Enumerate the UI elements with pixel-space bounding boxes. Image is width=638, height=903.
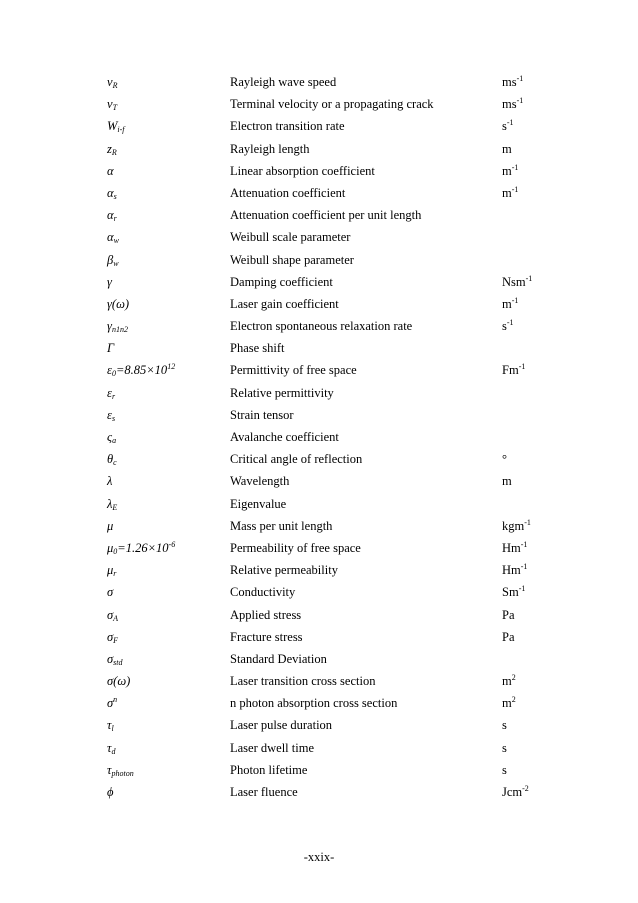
symbol-base: λ bbox=[107, 474, 113, 489]
unit bbox=[502, 673, 516, 689]
symbol-value: =8.85×10 bbox=[115, 363, 168, 378]
description: Attenuation coefficient bbox=[230, 185, 346, 200]
symbol bbox=[107, 296, 129, 312]
nomenclature-row bbox=[107, 584, 547, 606]
unit-base: s bbox=[502, 119, 507, 134]
unit bbox=[502, 629, 515, 645]
unit-superscript: -1 bbox=[520, 562, 528, 572]
symbol bbox=[107, 141, 117, 157]
nomenclature-row bbox=[107, 762, 547, 784]
symbol-base: β bbox=[107, 252, 114, 267]
symbol-base: σ bbox=[107, 629, 114, 644]
symbol bbox=[107, 185, 117, 201]
description: Laser fluence bbox=[230, 785, 298, 799]
unit-base: ms bbox=[502, 75, 517, 89]
description: Wavelength bbox=[230, 474, 290, 489]
symbol bbox=[107, 540, 175, 556]
unit-superscript: -1 bbox=[511, 295, 519, 305]
symbol-base: σ bbox=[107, 607, 114, 622]
symbol bbox=[107, 717, 114, 733]
symbol-base: τ bbox=[107, 740, 112, 755]
symbol-base: ϕ bbox=[107, 785, 114, 799]
symbol bbox=[107, 229, 119, 245]
symbol bbox=[107, 518, 113, 534]
symbol-subscript: 0 bbox=[113, 546, 118, 556]
unit bbox=[502, 695, 516, 711]
symbol-subscript: l bbox=[111, 724, 114, 734]
unit bbox=[502, 540, 527, 556]
symbol bbox=[107, 473, 112, 489]
symbol bbox=[107, 562, 116, 578]
description: Linear absorption coefficient bbox=[230, 163, 375, 178]
symbol-subscript: w bbox=[113, 236, 119, 246]
description: Standard Deviation bbox=[230, 651, 327, 666]
symbol-subscript: 0 bbox=[111, 369, 116, 379]
symbol-base: γ bbox=[107, 319, 112, 334]
symbol-base: σ bbox=[107, 696, 114, 711]
symbol-base: σ bbox=[107, 585, 114, 600]
unit-base: Hm bbox=[502, 563, 521, 578]
symbol-subscript: A bbox=[113, 613, 119, 623]
symbol bbox=[107, 673, 130, 689]
unit-base: s bbox=[502, 718, 507, 733]
description: Weibull scale parameter bbox=[230, 230, 351, 245]
description: Relative permeability bbox=[230, 563, 338, 578]
symbol bbox=[107, 96, 117, 112]
nomenclature-row bbox=[107, 651, 547, 673]
description: Laser pulse duration bbox=[230, 718, 333, 733]
unit bbox=[502, 717, 507, 733]
unit bbox=[502, 562, 527, 578]
page-number: -xxix- bbox=[303, 850, 335, 864]
description: Applied stress bbox=[230, 607, 302, 622]
nomenclature-row bbox=[107, 74, 547, 96]
nomenclature-row bbox=[107, 695, 547, 717]
nomenclature-row bbox=[107, 673, 547, 695]
unit bbox=[502, 607, 515, 623]
unit-superscript: 2 bbox=[511, 673, 516, 683]
unit-base: Sm bbox=[502, 585, 519, 600]
symbol bbox=[107, 451, 117, 467]
symbol-base: v bbox=[107, 75, 113, 89]
unit bbox=[502, 518, 531, 534]
unit bbox=[502, 141, 512, 157]
description: Permeability of free space bbox=[230, 540, 361, 555]
symbol bbox=[107, 252, 119, 268]
unit-base: s bbox=[502, 762, 507, 777]
nomenclature-row bbox=[107, 717, 547, 739]
nomenclature-row bbox=[107, 451, 547, 473]
unit bbox=[502, 74, 523, 90]
unit-base: m bbox=[502, 674, 512, 689]
description: Mass per unit length bbox=[230, 518, 333, 533]
unit-superscript: -1 bbox=[518, 584, 526, 594]
nomenclature-row bbox=[107, 362, 547, 384]
description: Rayleigh length bbox=[230, 141, 310, 156]
symbol-base: ε bbox=[107, 407, 112, 422]
symbol-subscript: F bbox=[113, 635, 119, 645]
unit-base: ms bbox=[502, 97, 517, 112]
description: Relative permittivity bbox=[230, 385, 334, 400]
symbol-base: ς bbox=[107, 430, 113, 444]
unit-base: Jcm bbox=[502, 785, 523, 799]
description: Strain tensor bbox=[230, 407, 294, 422]
unit bbox=[502, 451, 507, 467]
unit-base: m bbox=[502, 163, 512, 178]
symbol-subscript: r bbox=[113, 569, 117, 579]
nomenclature-row bbox=[107, 784, 547, 806]
symbol-subscript: a bbox=[112, 436, 117, 445]
unit-base: kgm bbox=[502, 518, 525, 533]
description: Electron spontaneous relaxation rate bbox=[230, 319, 413, 334]
nomenclature-row bbox=[107, 473, 547, 495]
symbol-subscript: c bbox=[113, 458, 117, 468]
symbol-base: τ bbox=[107, 718, 112, 733]
unit-superscript: -1 bbox=[506, 318, 514, 328]
unit-superscript: -1 bbox=[516, 96, 524, 106]
symbol bbox=[107, 695, 117, 711]
unit-base: Pa bbox=[502, 607, 515, 622]
description: Electron transition rate bbox=[230, 119, 345, 134]
nomenclature-row bbox=[107, 385, 547, 407]
symbol-base: W bbox=[107, 119, 118, 134]
unit-base: m bbox=[502, 141, 512, 156]
unit-base: Fm bbox=[502, 363, 519, 378]
symbol bbox=[107, 118, 125, 134]
nomenclature-table bbox=[107, 74, 547, 806]
nomenclature-row bbox=[107, 496, 547, 518]
symbol-subscript: R bbox=[112, 81, 118, 90]
symbol bbox=[107, 651, 123, 667]
unit-base: s bbox=[502, 319, 507, 334]
description: Eigenvalue bbox=[230, 496, 287, 511]
description: Photon lifetime bbox=[230, 762, 308, 777]
unit bbox=[502, 96, 523, 112]
unit bbox=[502, 784, 529, 800]
symbol-subscript: r bbox=[111, 391, 116, 401]
symbol-subscript: E bbox=[112, 502, 118, 512]
unit-superscript: -2 bbox=[522, 784, 529, 793]
unit-base: s bbox=[502, 740, 507, 755]
symbol-base: α bbox=[107, 230, 114, 245]
unit-superscript: -1 bbox=[525, 273, 533, 283]
nomenclature-row bbox=[107, 185, 547, 207]
unit-superscript: -1 bbox=[518, 362, 526, 372]
unit bbox=[502, 118, 514, 134]
nomenclature-row bbox=[107, 252, 547, 274]
unit bbox=[502, 473, 512, 489]
unit-superscript: -1 bbox=[511, 162, 519, 172]
symbol-subscript: w bbox=[113, 258, 119, 268]
symbol-base: μ bbox=[107, 518, 114, 533]
description: Weibull shape parameter bbox=[230, 252, 354, 267]
symbol bbox=[107, 385, 115, 401]
symbol bbox=[107, 762, 134, 778]
symbol-base: α bbox=[107, 185, 114, 200]
nomenclature-row bbox=[107, 163, 547, 185]
symbol bbox=[107, 496, 117, 512]
symbol bbox=[107, 362, 175, 378]
nomenclature-row bbox=[107, 318, 547, 340]
nomenclature-row bbox=[107, 229, 547, 251]
symbol-base: ε bbox=[107, 385, 112, 400]
symbol-base: α bbox=[107, 208, 114, 223]
symbol bbox=[107, 274, 112, 290]
description: Damping coefficient bbox=[230, 274, 333, 289]
symbol-subscript: r bbox=[113, 214, 117, 224]
symbol-subscript: s bbox=[111, 413, 116, 423]
unit bbox=[502, 274, 532, 290]
symbol-subscript: d bbox=[111, 746, 116, 756]
description: Attenuation coefficient per unit length bbox=[230, 208, 422, 223]
symbol-subscript: n1n2 bbox=[111, 325, 128, 335]
unit bbox=[502, 185, 518, 201]
symbol-value: =1.26×10 bbox=[117, 540, 169, 555]
unit bbox=[502, 318, 514, 334]
symbol-subscript: s bbox=[113, 191, 117, 201]
unit bbox=[502, 163, 518, 179]
symbol-base: γ(ω) bbox=[107, 296, 130, 311]
description: n photon absorption cross section bbox=[230, 696, 398, 711]
unit-base: Pa bbox=[502, 629, 515, 644]
description: Terminal velocity or a propagating crack bbox=[230, 97, 434, 112]
unit bbox=[502, 584, 525, 600]
symbol-base: σ(ω) bbox=[107, 674, 131, 689]
description: Laser dwell time bbox=[230, 740, 314, 755]
symbol bbox=[107, 163, 114, 179]
description: Conductivity bbox=[230, 585, 296, 600]
symbol-base: σ bbox=[107, 651, 114, 666]
nomenclature-row bbox=[107, 96, 547, 118]
symbol-base: ε bbox=[107, 363, 112, 378]
description: Rayleigh wave speed bbox=[230, 75, 337, 89]
description: Laser transition cross section bbox=[230, 674, 376, 689]
description: Avalanche coefficient bbox=[230, 430, 339, 444]
unit-superscript: -1 bbox=[511, 184, 519, 194]
symbol-subscript: std bbox=[113, 657, 123, 667]
symbol bbox=[107, 318, 128, 334]
symbol-subscript: i-f bbox=[117, 125, 125, 135]
unit-superscript: 2 bbox=[511, 695, 516, 705]
unit-base: m bbox=[502, 474, 512, 489]
symbol bbox=[107, 784, 113, 800]
nomenclature-row bbox=[107, 562, 547, 584]
unit-base: Hm bbox=[502, 540, 521, 555]
symbol-base: τ bbox=[107, 762, 112, 777]
nomenclature-row bbox=[107, 540, 547, 562]
symbol-base: v bbox=[107, 97, 113, 112]
unit bbox=[502, 740, 507, 756]
description: Laser gain coefficient bbox=[230, 296, 339, 311]
symbol bbox=[107, 740, 115, 756]
symbol-base: λ bbox=[107, 496, 113, 511]
symbol bbox=[107, 607, 118, 623]
unit-superscript: -1 bbox=[516, 74, 524, 83]
unit bbox=[502, 762, 507, 778]
description: Critical angle of reflection bbox=[230, 452, 363, 467]
nomenclature-row bbox=[107, 141, 547, 163]
nomenclature-row bbox=[107, 296, 547, 318]
symbol-base: μ bbox=[107, 563, 114, 578]
nomenclature-row bbox=[107, 607, 547, 629]
symbol-superscript: n bbox=[113, 695, 118, 705]
symbol bbox=[107, 340, 114, 356]
description: Phase shift bbox=[230, 341, 285, 356]
symbol bbox=[107, 629, 118, 645]
symbol-base: z bbox=[107, 141, 112, 156]
nomenclature-row bbox=[107, 207, 547, 229]
unit-base: m bbox=[502, 296, 512, 311]
unit-superscript: -1 bbox=[524, 517, 531, 527]
symbol-superscript: 12 bbox=[167, 362, 176, 372]
symbol-base: μ bbox=[107, 540, 114, 555]
unit-base: m bbox=[502, 696, 512, 711]
symbol bbox=[107, 407, 115, 423]
symbol-base: θ bbox=[107, 452, 114, 467]
unit-base: ° bbox=[502, 452, 507, 467]
nomenclature-row bbox=[107, 340, 547, 362]
nomenclature-row bbox=[107, 118, 547, 140]
symbol bbox=[107, 584, 113, 600]
symbol-subscript: T bbox=[112, 103, 118, 113]
unit-base: Nsm bbox=[502, 274, 526, 289]
nomenclature-row bbox=[107, 407, 547, 429]
unit-base: m bbox=[502, 185, 512, 200]
symbol bbox=[107, 74, 117, 90]
unit-superscript: -1 bbox=[520, 539, 528, 549]
nomenclature-row bbox=[107, 740, 547, 762]
symbol-base: Γ bbox=[107, 341, 115, 356]
symbol-subscript: R bbox=[111, 147, 117, 157]
symbol bbox=[107, 207, 117, 223]
description: Permittivity of free space bbox=[230, 363, 357, 378]
symbol-subscript: photon bbox=[111, 768, 134, 778]
unit bbox=[502, 362, 525, 378]
nomenclature-row bbox=[107, 274, 547, 296]
symbol bbox=[107, 429, 116, 445]
unit bbox=[502, 296, 518, 312]
nomenclature-row bbox=[107, 518, 547, 540]
symbol-superscript: -6 bbox=[168, 539, 176, 549]
symbol-base: γ bbox=[107, 274, 112, 289]
unit-superscript: -1 bbox=[506, 118, 514, 128]
description: Fracture stress bbox=[230, 629, 303, 644]
nomenclature-row bbox=[107, 629, 547, 651]
symbol-base: α bbox=[107, 163, 114, 178]
nomenclature-row bbox=[107, 429, 547, 451]
